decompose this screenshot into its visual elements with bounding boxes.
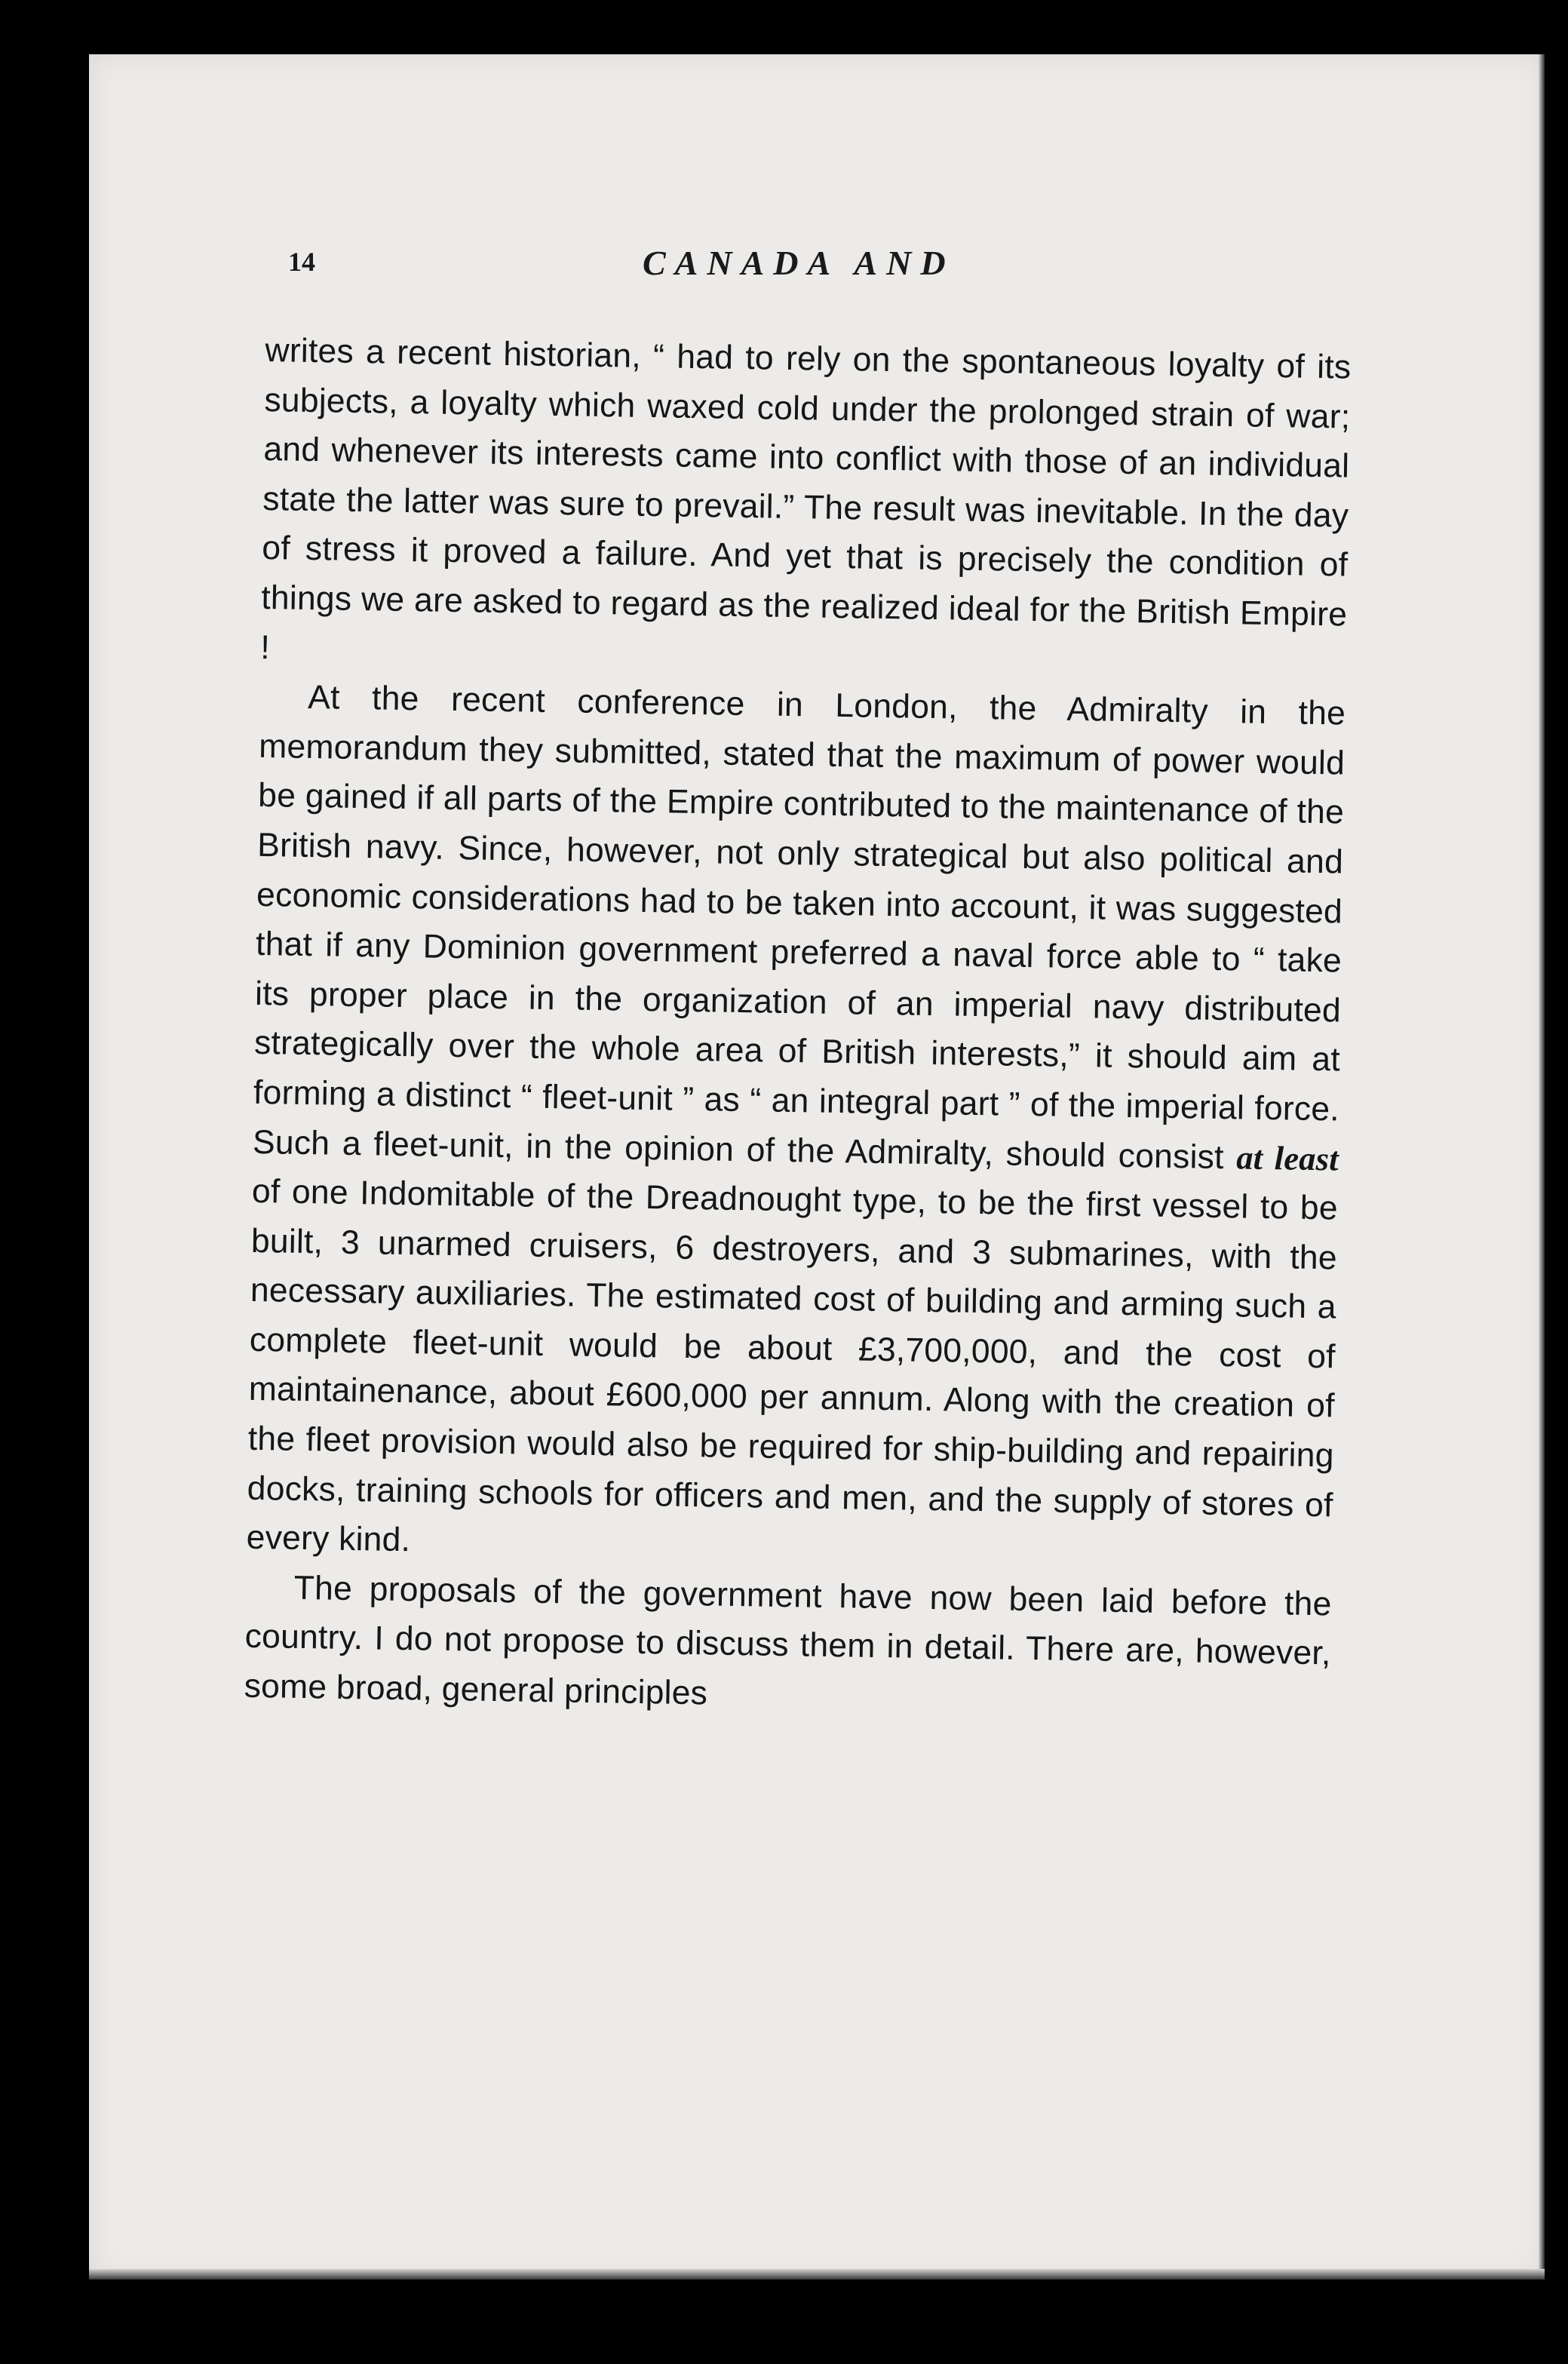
page-bottom-edge <box>89 2269 1545 2280</box>
page-header <box>288 237 1359 305</box>
paragraph-2 <box>246 672 1346 1580</box>
paragraph-2-part-b: of one Indomitable of the Dreadnought type, to be the first vessel to be built, 3 unarmed cruisers, 6 destroyers, and 3 submarines, with the necessary auxiliaries. The estimated cost of building and arming such a complete fleet-unit would be about £3,700,000, and the cost of maintainenance, about £600,000 per annum. Along with the creation of the fleet provision would also be required for ship-building and repairing docks, training schools for officers and men, and the supply of stores of every kind. <box>246 1172 1339 1559</box>
paragraph-1: writes a recent historian, “ had to rely on the spontaneous loyalty of its subjects, a loyalty which waxed cold under the prolonged strain of war; and whenever its interests came into conflict with those of an individual state the latter was sure to prevail.” The result was inevitable. In the day of stress it proved a failure. And yet that is precisely the condition of things we are asked to regard as the realized ideal for the British Empire ! <box>259 331 1352 666</box>
page-number: 14 <box>288 247 315 277</box>
body-text <box>244 326 1352 1728</box>
running-head: CANADA AND <box>643 244 955 282</box>
paragraph-2-part-a: At the recent conference in London, the Admiralty in the memorandum they submitted, stated that the maximum of power would be gained if all parts of the Empire contributed to the maintenance of the British navy. Since, however, not only strategical but also political and economic considerations had to be taken into account, it was suggested that if any Dominion government preferred a naval force able to “ take its proper place in the organization of an imperial navy distributed strategically over the whole area of British interests,” it should aim at forming a distinct “ fleet-unit ” as “ an integral part ” of the imperial force. Such a fleet-unit, in the opinion of the Admiralty, should consist <box>252 679 1346 1176</box>
paragraph-2-emphasis: at least <box>1235 1137 1339 1177</box>
page-right-edge <box>1539 54 1545 2280</box>
paragraph-3: The proposals of the government have now been laid before the country. I do not propose to discuss them in detail. There are, however, some broad, general principles <box>244 1569 1332 1712</box>
